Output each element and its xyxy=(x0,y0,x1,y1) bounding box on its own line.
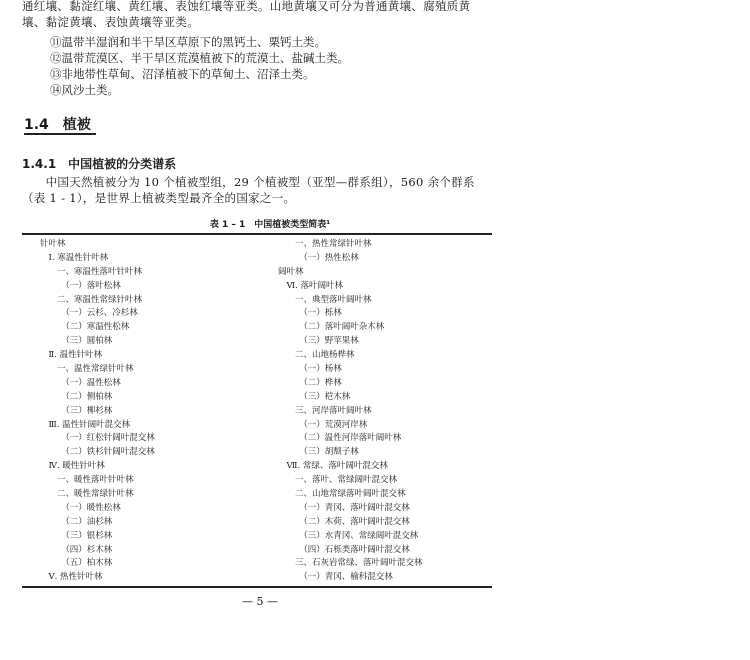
table-row: Ⅴ. 热性针叶林 xyxy=(40,572,103,583)
table-row: （四）杉木林 xyxy=(40,544,113,555)
table-row: （四）石栎类落叶阔叶混交林 xyxy=(278,544,410,555)
table-bottom-rule xyxy=(22,586,492,588)
list-item-11: ⑪温带半湿润和半干旱区草原下的黑钙土、栗钙土类。 xyxy=(50,35,326,49)
table-row: 针叶林 xyxy=(40,239,66,249)
table-row: （二）寒温性松林 xyxy=(40,322,130,333)
page-number: — 5 — xyxy=(242,595,278,608)
table-row: 二、暖性常绿针叶林 xyxy=(40,489,134,500)
list-item-14: ⑭风沙土类。 xyxy=(50,83,119,97)
table-row: （一）温性松林 xyxy=(40,377,121,388)
list-item-12: ⑫温带荒漠区、半干旱区荒漠植被下的荒漠土、盐碱土类。 xyxy=(50,51,349,65)
table-row: Ⅱ. 温性针叶林 xyxy=(40,350,103,361)
table-row: （三）圆柏林 xyxy=(40,336,113,347)
table-row: 二、寒温性常绿针叶林 xyxy=(40,294,143,305)
table-row: Ⅲ. 温性针阔叶混交林 xyxy=(40,419,131,430)
table-row: （一）云杉、冷杉林 xyxy=(40,308,138,319)
table-row: 二、山地杨桦林 xyxy=(278,350,355,361)
table-row: （一）青冈、落叶阔叶混交林 xyxy=(278,502,410,513)
table-row: 一、落叶、常绿阔叶混交林 xyxy=(278,475,398,486)
table-row: （一）栎林 xyxy=(278,308,342,319)
table-row: （二）桦林 xyxy=(278,377,342,388)
table-row: （三）桤木林 xyxy=(278,391,351,402)
table-left-column xyxy=(40,238,270,585)
section-title-underline xyxy=(24,133,96,135)
table-row: （三）胡颓子林 xyxy=(278,447,359,458)
table-right-column xyxy=(278,238,492,585)
table-caption: 表 1 – 1 中国植被类型简表¹ xyxy=(209,220,331,230)
table-row: （五）柏木林 xyxy=(40,558,113,569)
table-row: Ⅰ. 寒温性针叶林 xyxy=(40,252,109,263)
table-row: （三）野苹果林 xyxy=(278,336,359,347)
table-row: （三）银杉林 xyxy=(40,530,113,541)
table-row: 一、暖性落叶针叶林 xyxy=(40,475,134,486)
table-row: 三、石灰岩常绿、落叶阔叶混交林 xyxy=(278,558,423,569)
table-row: 一、热性常绿针叶林 xyxy=(278,239,372,249)
table-row: 一、典型落叶阔叶林 xyxy=(278,294,372,305)
table-row: （一）红松针阔叶混交林 xyxy=(40,433,155,444)
table-row: （二）木荷、落叶阔叶混交林 xyxy=(278,516,410,527)
table-row: （二）温性河岸落叶阔叶林 xyxy=(278,433,402,444)
table-row: Ⅵ. 落叶阔叶林 xyxy=(278,280,343,291)
table-row: Ⅶ. 常绿、落叶阔叶混交林 xyxy=(278,461,388,472)
table-row: Ⅳ. 暖性针叶林 xyxy=(40,461,105,472)
table-row: 二、山地常绿落叶阔叶混交林 xyxy=(278,489,406,500)
table-row: （一）暖性松林 xyxy=(40,502,121,513)
table-row: 阔叶林 xyxy=(278,266,304,277)
table-row: 三、河岸落叶阔叶林 xyxy=(278,405,372,416)
list-item-13: ⑬非地带性草甸、沼泽植被下的草甸土、沼泽土类。 xyxy=(50,67,315,81)
section-title: 1.4 植被 xyxy=(24,117,91,133)
table-top-rule xyxy=(22,233,492,235)
subsection-title: 1.4.1 中国植被的分类谱系 xyxy=(22,157,177,171)
paragraph-top: 通红壤、黏淀红壤、黄红壤、表蚀红壤等亚类。山地黄壤又可分为普通黄壤、腐殖质黄壤、黏淀黄壤、表蚀黄壤等亚类。 xyxy=(22,0,471,29)
table-row: （一）荒漠河岸林 xyxy=(278,419,368,430)
table-row: 一、温性常绿针叶林 xyxy=(40,364,134,375)
table-row: （三）水青冈、常绿阔叶混交林 xyxy=(278,530,419,541)
paragraph-intro: 中国天然植被分为 10 个植被型组，29 个植被型（亚型—群系组），560 余个群系（表 1 - 1），是世界上植被类型最齐全的国家之一。 xyxy=(22,175,475,205)
table-row: （一）热性松林 xyxy=(278,252,359,263)
table-row: （三）柳杉林 xyxy=(40,405,113,416)
table-row: （二）油杉林 xyxy=(40,516,113,527)
table-row: （二）铁杉针阔叶混交林 xyxy=(40,447,155,458)
table-row: （一）青冈、榆科混交林 xyxy=(278,572,393,583)
table-row: （二）侧柏林 xyxy=(40,391,113,402)
table-row: （一）落叶松林 xyxy=(40,280,121,291)
table-row: 一、寒温性落叶针叶林 xyxy=(40,266,143,277)
table-row: （二）落叶阔叶杂木林 xyxy=(278,322,385,333)
table-row: （一）杨林 xyxy=(278,364,342,375)
